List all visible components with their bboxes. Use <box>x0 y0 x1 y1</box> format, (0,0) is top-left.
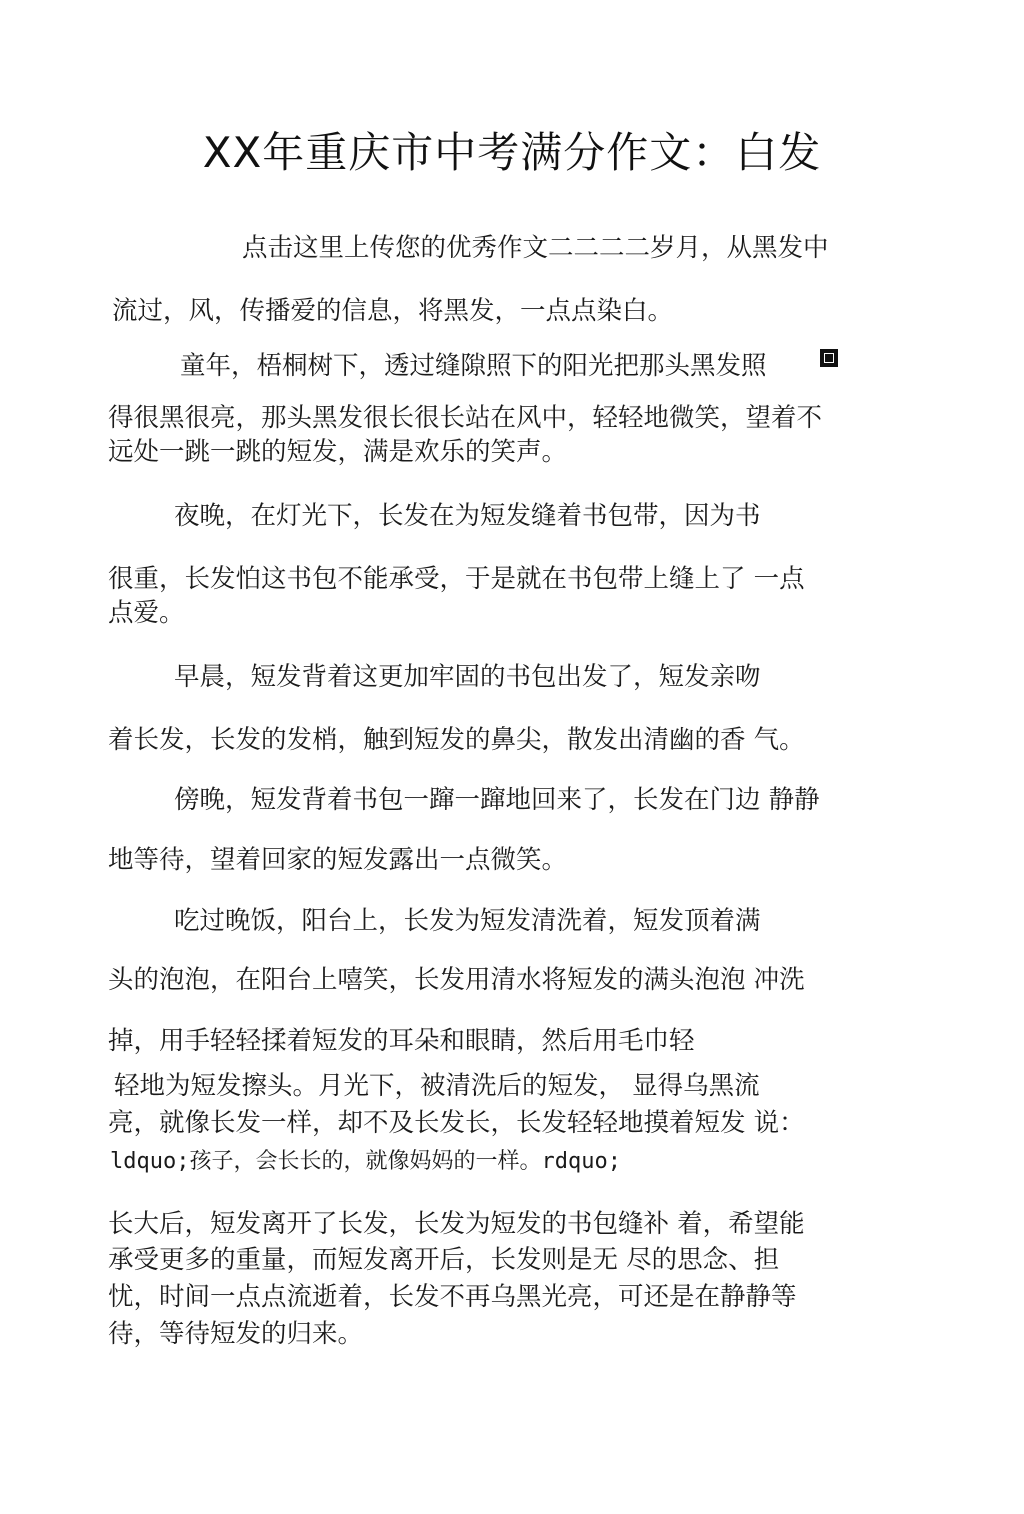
text-line: 承受更多的重量，而短发离开后，长发则是无 尽的思念、担 <box>108 1245 780 1275</box>
text-line: 得很黑很亮，那头黑发很长很长站在风中，轻轻地微笑，望着不 <box>108 403 823 433</box>
text-line: 长大后，短发离开了长发，长发为短发的书包缝补 着，希望能 <box>108 1209 805 1239</box>
text-line: 忧，时间一点点流逝着，长发不再乌黑光亮，可还是在静静等 <box>108 1282 797 1312</box>
text-line: 亮，就像长发一样，却不及长发长，长发轻轻地摸着短发 说： <box>108 1108 805 1138</box>
text-line: ldquo;孩子，会长长的，就像妈妈的一样。rdquo; <box>110 1149 621 1174</box>
text-line: 傍晚，短发背着书包一蹿一蹿地回来了，长发在门边 静静 <box>174 785 820 815</box>
text-line: 夜晚，在灯光下，长发在为短发缝着书包带，因为书 <box>174 501 761 531</box>
text-line: 童年，梧桐树下，透过缝隙照下的阳光把那头黑发照 <box>180 351 767 381</box>
page-title: XX年重庆市中考满分作文：白发 <box>202 128 822 178</box>
text-line: 头的泡泡，在阳台上嘻笑，长发用清水将短发的满头泡泡 冲洗 <box>108 965 805 995</box>
text-line: 掉，用手轻轻揉着短发的耳朵和眼睛，然后用毛巾轻 <box>108 1026 695 1056</box>
text-line: 远处一跳一跳的短发，满是欢乐的笑声。 <box>108 437 568 467</box>
text-line: 地等待，望着回家的短发露出一点微笑。 <box>108 845 568 875</box>
text-line: 点爱。 <box>108 598 185 628</box>
text-line: 着长发，长发的发梢，触到短发的鼻尖，散发出清幽的香 气。 <box>108 725 805 755</box>
text-line: 点击这里上传您的优秀作文二二二二岁月，从黑发中 <box>242 233 829 263</box>
inline-image-marker <box>820 349 838 367</box>
text-line: 轻地为短发擦头。月光下，被清洗后的短发， 显得乌黑流 <box>114 1071 760 1101</box>
text-line: 流过，风，传播爱的信息，将黑发，一点点染白。 <box>112 296 674 326</box>
text-line: 待，等待短发的归来。 <box>108 1319 364 1349</box>
text-line: 吃过晚饭，阳台上，长发为短发清洗着，短发顶着满 <box>174 906 761 936</box>
text-line: 早晨，短发背着这更加牢固的书包出发了，短发亲吻 <box>174 662 761 692</box>
text-line: 很重，长发怕这书包不能承受，于是就在书包带上缝上了 一点 <box>108 564 805 594</box>
